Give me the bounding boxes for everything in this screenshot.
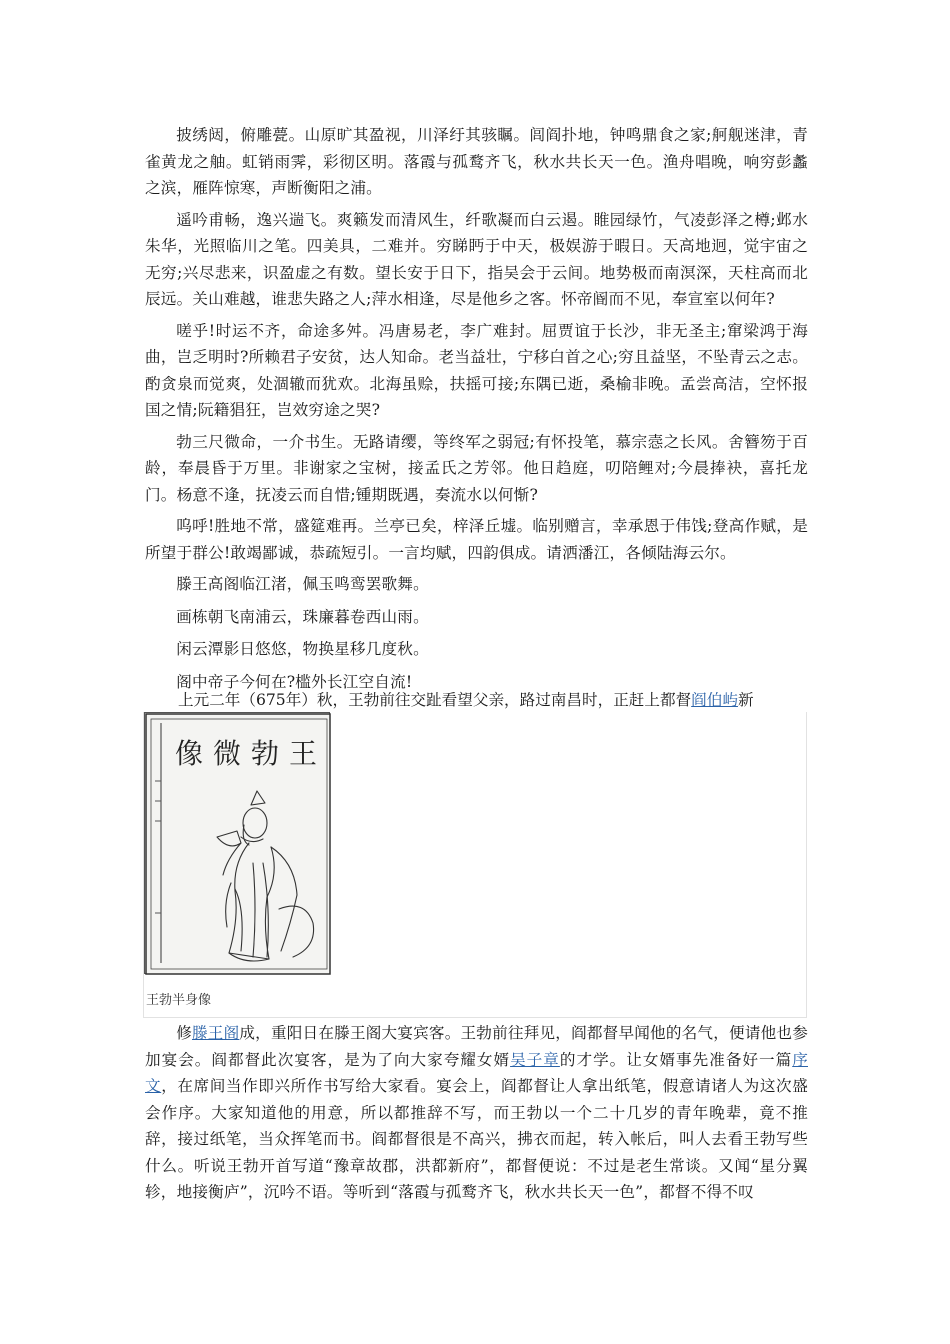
story-text-4: ，在席间当作即兴所作书写给大家看。宴会上，阎都督让人拿出纸笔，假意请诸人为这次盛会作序。大家知道他的用意，所以都推辞不写，而王勃以一个二十几岁的青年晚辈，竟不推辞，接过纸笔，当众挥笔而书。阎都督很是不高兴，拂衣而起，转入帐后，叫人去看王勃写些什么。听说王勃开首写道“豫章故郡，洪都新府”，都督便说：不过是老生常谈。又闻“星分翼轸，地接衡庐”，沉吟不语。等听到“落霞与孤鹜齐飞，秋水共长天一色”，都督不得不叹 (145, 1077, 808, 1201)
essay-text-section (145, 122, 808, 701)
story-paragraph (145, 1020, 808, 1206)
lead-line-text: 上元二年（675年）秋，王勃前往交趾看望父亲，路过南昌时，正赶上都督 (178, 691, 692, 709)
portrait-image (144, 712, 330, 974)
story-text-3: 的才学。让女婿事先准备好一篇 (559, 1050, 793, 1069)
link-preface[interactable]: 序文 (145, 1050, 808, 1095)
portrait-figure (143, 712, 807, 1018)
essay-paragraph-3: 嗟乎!时运不齐，命途多舛。冯唐易老，李广难封。屈贾谊于长沙，非无圣主;窜梁鸿于海曲，岂乏明时?所赖君子安贫，达人知命。老当益壮，宁移白首之心;穷且益坚，不坠青云之志。酌贪泉而觉爽，处涸辙而犹欢。北海虽赊，扶摇可接;东隅已逝，桑榆非晚。孟尝高洁，空怀报国之情;阮籍猖狂，岂效穷途之哭? (145, 321, 808, 419)
essay-paragraph-4: 勃三尺微命，一介书生。无路请缨，等终军之弱冠;有怀投笔，慕宗悫之长风。舍簪笏于百龄，奉晨昏于万里。非谢家之宝树，接孟氏之芳邻。他日趋庭，叨陪鲤对;今晨捧袂，喜托龙门。杨意不逢，抚凌云而自惜;锺期既遇，奏流水以何惭? (145, 432, 808, 504)
essay-paragraph-5: 呜呼!胜地不常，盛筵难再。兰亭已矣，梓泽丘墟。临别赠言，幸承恩于伟饯;登高作赋，是所望于群公!敢竭鄙诚，恭疏短引。一言均赋，四韵俱成。请洒潘江，各倾陆海云尔。 (145, 517, 808, 562)
link-tengwang-pavilion[interactable]: 滕王阁 (191, 1024, 240, 1042)
poem-line-1: 滕王高阁临江渚，佩玉鸣鸾罢歌舞。 (176, 575, 429, 593)
lead-line (178, 687, 754, 713)
portrait-drawing (145, 713, 331, 975)
figure-caption: 王勃半身像 (146, 993, 212, 1008)
portrait-title-char-3: 微 (212, 737, 242, 770)
portrait-title-char-1: 王 (288, 737, 318, 770)
story-text-2: 成，重阳日在滕王阁大宴宾客。王勃前往拜见，阎都督早闻他的名气，便请他也参加宴会。阎都督此次宴客，是为了向大家夸耀女婿 (145, 1024, 808, 1069)
lead-line-tail: 新 (737, 691, 754, 709)
poem-line-4: 阁中帝子今何在?槛外长江空自流! (176, 672, 413, 691)
poem-line-2: 画栋朝飞南浦云，珠廉暮卷西山雨。 (176, 607, 429, 626)
essay-paragraph-2: 遥吟甫畅，逸兴遄飞。爽籁发而清风生，纤歌凝而白云遏。睢园绿竹，气凌彭泽之樽;邺水朱华，光照临川之笔。四美具，二难并。穷睇眄于中天，极娱游于暇日。天高地迥，觉宇宙之无穷;兴尽悲来，识盈虚之有数。望长安于日下，指吴会于云间。地势极而南溟深，天柱高而北辰远。关山难越，谁悲失路之人;萍水相逢，尽是他乡之客。怀帝阍而不见，奉宣室以何年? (145, 210, 808, 308)
story-section (145, 1020, 808, 1206)
portrait-title-char-2: 勃 (250, 737, 280, 770)
portrait-title-char-4: 像 (174, 737, 204, 770)
poem-line-3: 闲云潭影日悠悠，物换星移几度秋。 (176, 640, 429, 658)
link-wu-zizhang[interactable]: 吴子章 (510, 1050, 560, 1069)
story-text-1: 修 (176, 1024, 192, 1042)
link-yan-boyu[interactable]: 阎伯屿 (691, 691, 738, 709)
essay-paragraph-1: 披绣闼，俯雕甍。山原旷其盈视，川泽纡其骇瞩。闾阎扑地，钟鸣鼎食之家;舸舰迷津，青雀黄龙之舳。虹销雨霁，彩彻区明。落霞与孤鹜齐飞，秋水共长天一色。渔舟唱晚，响穷彭蠡之滨，雁阵惊寒，声断衡阳之浦。 (145, 126, 808, 197)
